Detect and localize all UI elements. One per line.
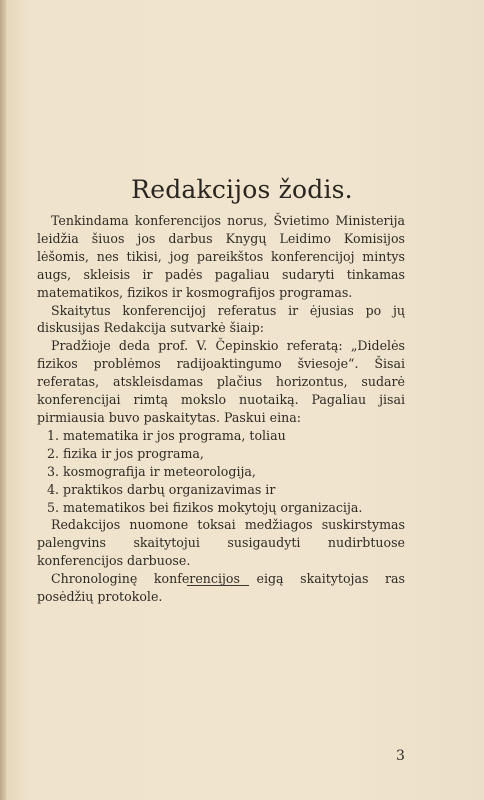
paragraph-first-report: Pradžioje deda prof. V. Čepinskio referatą: „Didelės fizikos problėmos radijoaktingumo šviesoje“. Šisai referatas, atskleisdamas plačius horizontus, sudarė konferencijai rimtą mokslo nuotaiką. Pagaliau jisai pirmiausia buvo paskaitytas. Paskui eina: [37, 338, 405, 425]
list-item: 5. matematikos bei fizikos mokytojų organizacija. [47, 499, 363, 515]
section-divider [187, 585, 249, 586]
paragraph-arrangement: Skaitytus konferencijoj referatus ir ėjusias po jų diskusijas Redakcija sutvarkė šiaip: [37, 302, 405, 336]
paragraph-opinion: Redakcijos nuomone toksai medžiagos suskirstymas palengvins skaitytojui susigaudyti nudirbtuose konferencijos darbuose. [37, 517, 405, 569]
editorial-body [37, 212, 405, 606]
paragraph-intro: Tenkindama konferencijos norus, Švietimo Ministerija leidžia šiuos jos darbus Knygų Leidimo Komisijos lėšomis, nes tikisi, jog pareikštos konferencijoj mintys augs, skleisis ir padės pagaliau sudaryti tinkamas matematikos, fizikos ir kosmografijos programas. [37, 213, 405, 300]
list-item: 1. matematika ir jos programa, toliau [47, 427, 286, 443]
list-item: 4. praktikos darbų organizavimas ir [47, 481, 276, 497]
contents-list [37, 427, 405, 517]
list-item: 3. kosmografija ir meteorologija, [47, 463, 256, 479]
binding-edge [0, 0, 6, 800]
paragraph-chronology: Chronologinę konferencijos eigą skaitytojas ras posėdžių protokole. [37, 571, 405, 605]
list-item: 2. fizika ir jos programa, [47, 445, 204, 461]
page-number: 3 [396, 748, 405, 764]
page-title: Redakcijos žodis. [131, 175, 353, 204]
